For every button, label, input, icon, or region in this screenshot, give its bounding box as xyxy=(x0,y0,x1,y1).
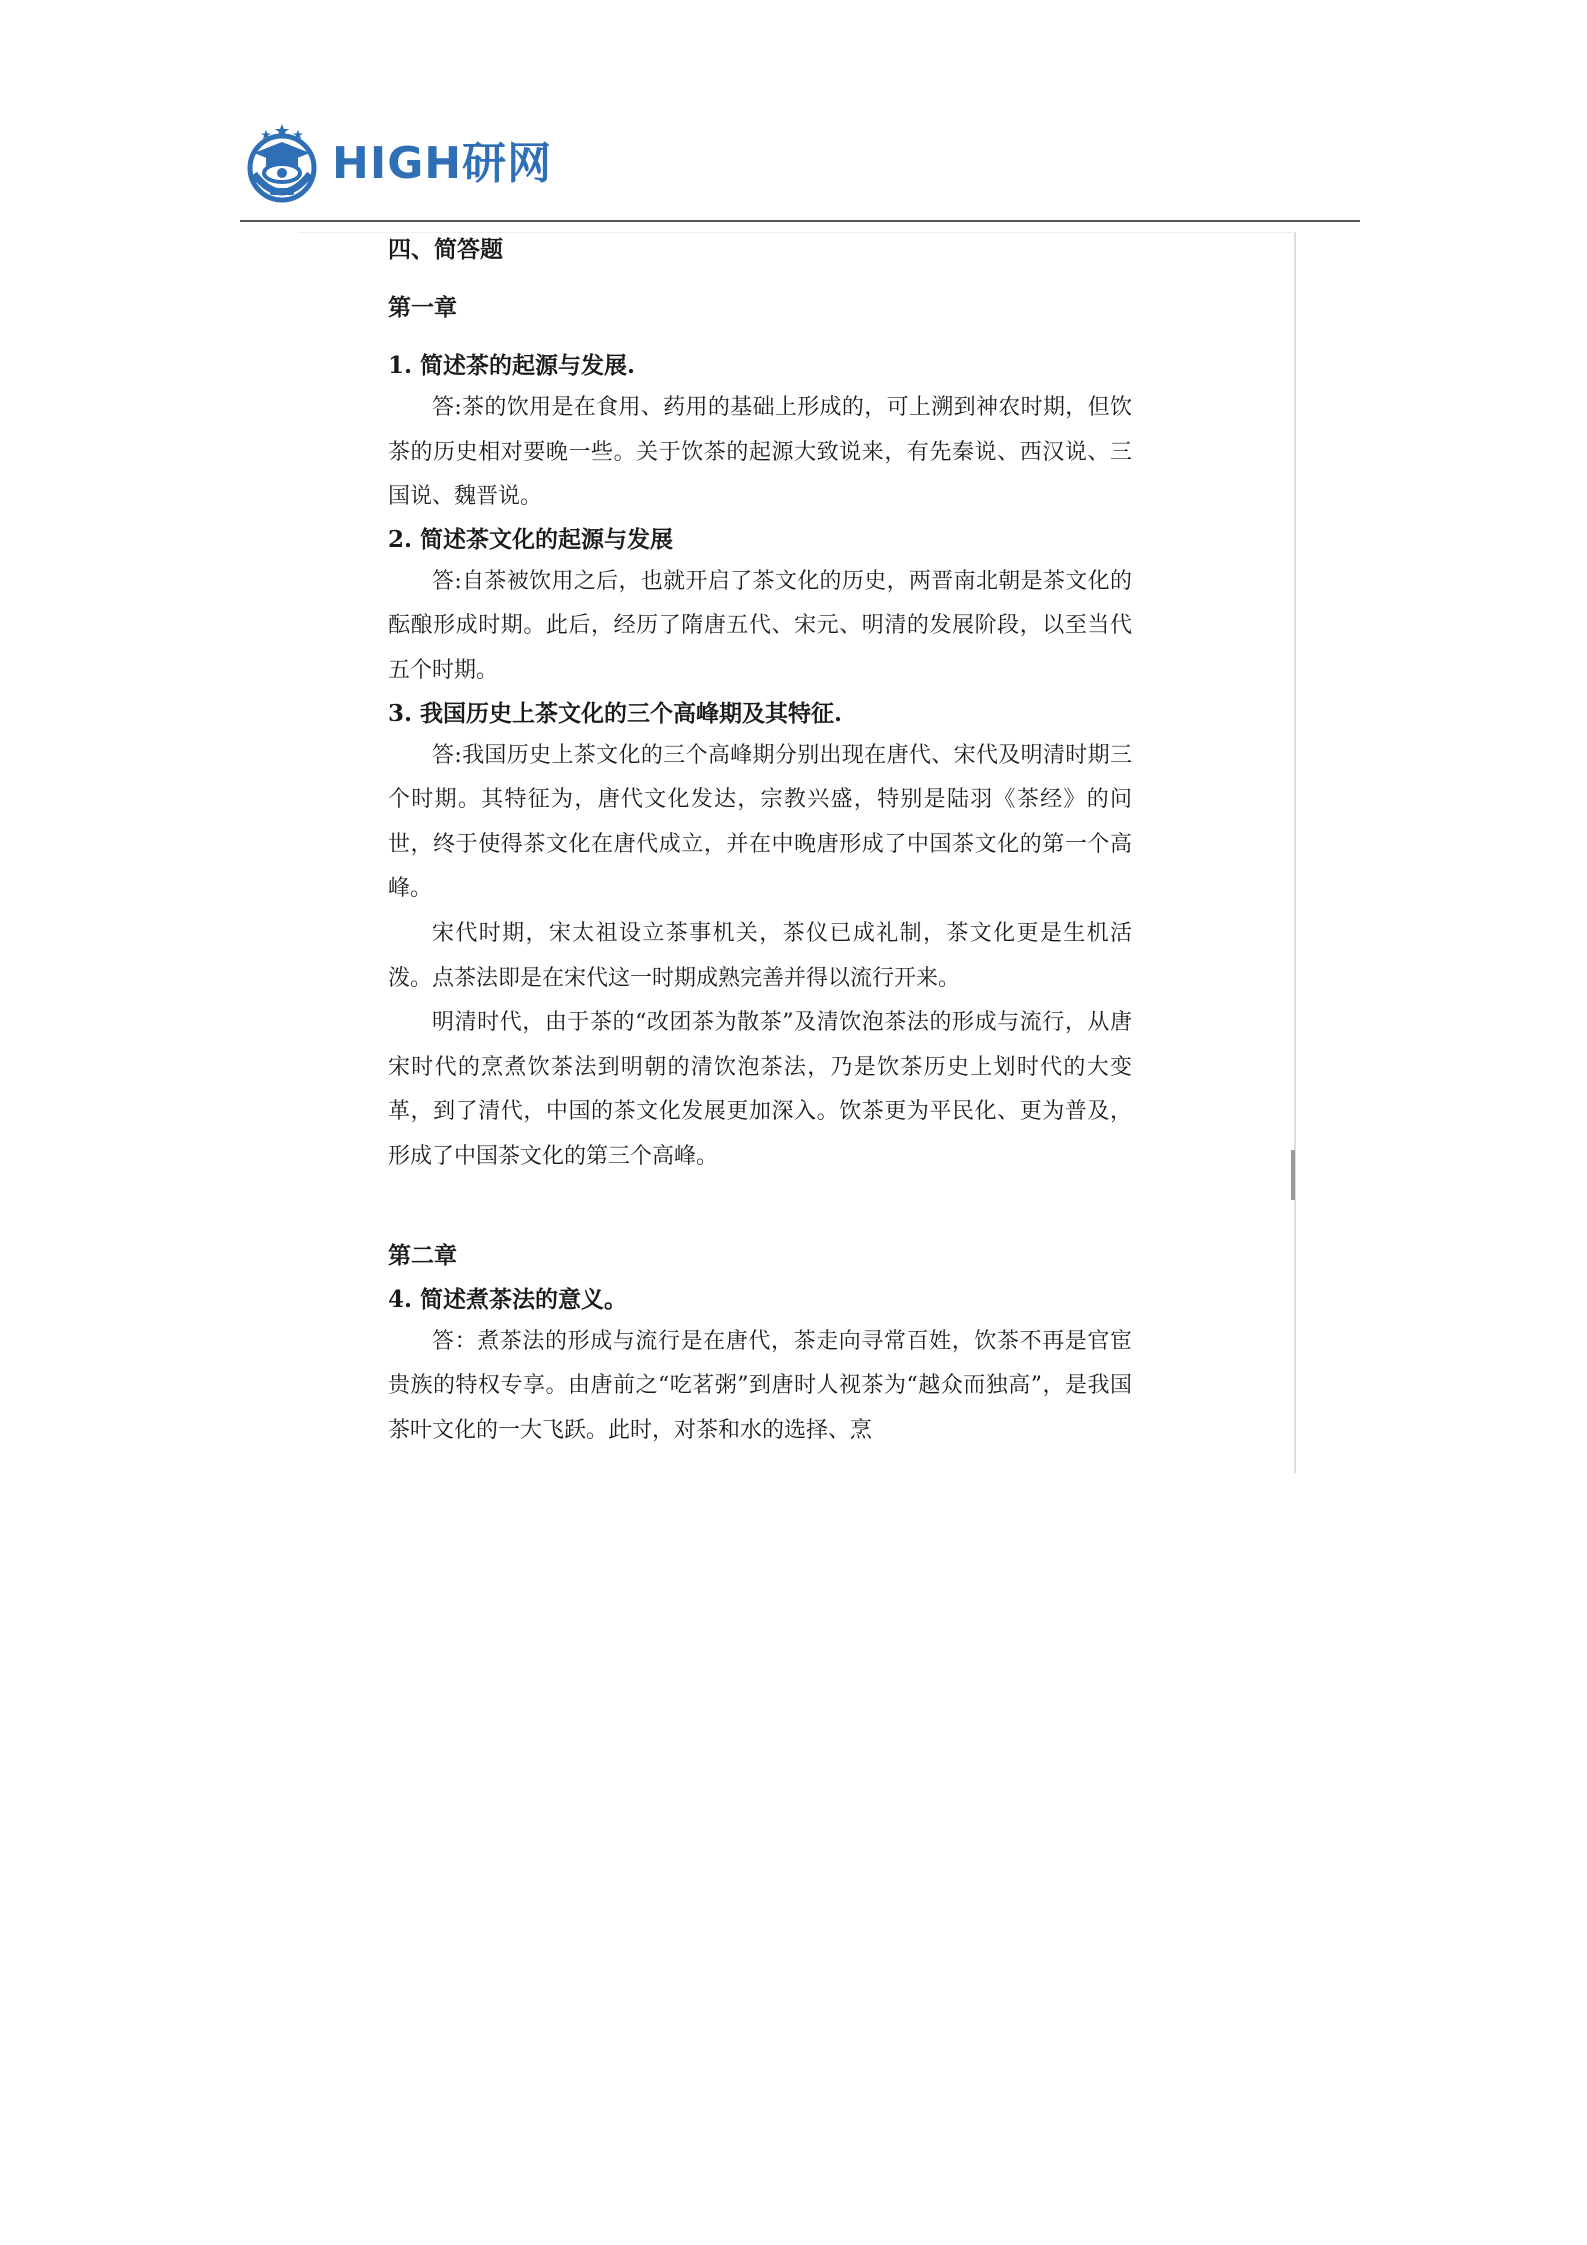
question-1-title: 1. 简述茶的起源与发展. xyxy=(388,352,636,379)
document-body xyxy=(388,232,1132,1453)
scroll-indicator xyxy=(1291,1150,1295,1200)
header-divider xyxy=(240,220,1360,222)
question-1-answer: 答:茶的饮用是在食用、药用的基础上形成的，可上溯到神农时期，但饮茶的历史相对要晚一些。关于饮茶的起源大致说来，有先秦说、西汉说、三国说、魏晋说。 xyxy=(388,395,1132,510)
question-3-answer-paragraph: 答:我国历史上茶文化的三个高峰期分别出现在唐代、宋代及明清时期三个时期。其特征为，唐代文化发达，宗教兴盛，特别是陆羽《茶经》的问世，终于使得茶文化在唐代成立，并在中晚唐形成了中国茶文化的第一个高峰。 xyxy=(388,742,1132,902)
page-header xyxy=(240,118,1360,218)
question-2-title: 2. 简述茶文化的起源与发展 xyxy=(388,525,674,553)
question-4-title: 4. 简述煮茶法的意义。 xyxy=(388,1285,628,1313)
section-title: 四、简答题 xyxy=(388,236,503,263)
brand-logo-text: HIGH研网 xyxy=(332,138,553,189)
question-4-answer: 答：煮茶法的形成与流行是在唐代，茶走向寻常百姓，饮茶不再是官宦贵族的特权专享。由唐前之“吃茗粥”到唐时人视茶为“越众而独高”，是我国茶叶文化的一大飞跃。此时，对茶和水的选择、烹 xyxy=(388,1328,1132,1443)
question-3-answer-paragraph: 明清时代，由于茶的“改团茶为散茶”及清饮泡茶法的形成与流行，从唐宋时代的烹煮饮茶法到明朝的清饮泡茶法，乃是饮茶历史上划时代的大变革，到了清代，中国的茶文化发展更加深入。饮茶更为平民化、更为普及，形成了中国茶文化的第三个高峰。 xyxy=(388,1010,1132,1169)
chapter-2-title: 第二章 xyxy=(388,1241,457,1269)
question-2-answer: 答:自茶被饮用之后，也就开启了茶文化的历史，两晋南北朝是茶文化的酝酿形成时期。此后，经历了隋唐五代、宋元、明清的发展阶段，以至当代五个时期。 xyxy=(388,568,1132,683)
question-3-title: 3. 我国历史上茶文化的三个高峰期及其特征. xyxy=(388,699,843,727)
graduation-eye-emblem-icon xyxy=(240,122,324,210)
question-3-answer-paragraph: 宋代时期，宋太祖设立茶事机关，茶仪已成礼制，茶文化更是生机活泼。点茶法即是在宋代这一时期成熟完善并得以流行开来。 xyxy=(388,920,1132,991)
chapter-1-title: 第一章 xyxy=(388,294,457,321)
